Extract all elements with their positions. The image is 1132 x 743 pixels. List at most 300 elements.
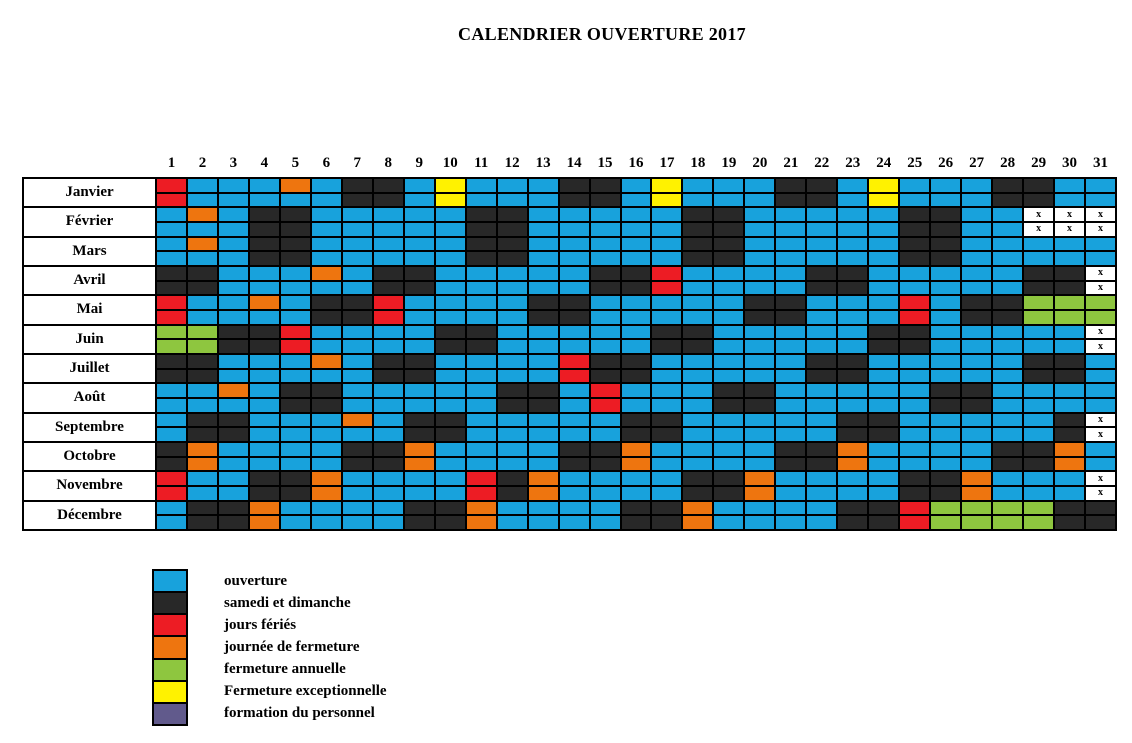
day-cell [343, 238, 372, 251]
day-cell [776, 370, 805, 383]
day-cell [467, 238, 496, 251]
day-cell [745, 238, 774, 251]
day-cell [467, 311, 496, 324]
day-cell [591, 238, 620, 251]
day-cell [900, 282, 929, 295]
day-cell [714, 399, 743, 412]
day-cell [436, 252, 465, 265]
day-cell [343, 223, 372, 236]
day-cell [807, 516, 836, 529]
day-cell [622, 516, 651, 529]
day-cell [157, 252, 186, 265]
day-cell [807, 282, 836, 295]
day-cell [745, 458, 774, 471]
day-cell [1086, 399, 1115, 412]
day-cell [343, 370, 372, 383]
day-cell [714, 443, 743, 456]
day-cell [652, 296, 681, 309]
day-cell [1055, 414, 1084, 427]
legend-swatch-F [154, 615, 186, 635]
day-cell [188, 179, 217, 192]
day-cell [529, 296, 558, 309]
day-cell [219, 384, 248, 397]
day-cell [652, 282, 681, 295]
day-cell [405, 370, 434, 383]
legend-swatch-P [154, 704, 186, 724]
day-cell [745, 194, 774, 207]
day-cell [467, 252, 496, 265]
day-cell [962, 267, 991, 280]
day-cell [622, 223, 651, 236]
day-cell [622, 428, 651, 441]
day-cell [250, 399, 279, 412]
day-cell [838, 399, 867, 412]
day-cell [683, 502, 712, 515]
day-cell [931, 340, 960, 353]
day-cell [931, 458, 960, 471]
day-cell [498, 267, 527, 280]
day-cell [188, 296, 217, 309]
day-cell [838, 179, 867, 192]
day-cell [374, 208, 403, 221]
day-cell [312, 282, 341, 295]
day-cell [219, 267, 248, 280]
day-cell [807, 194, 836, 207]
day-cell: x [1024, 223, 1053, 236]
day-cell [652, 516, 681, 529]
day-cell [312, 194, 341, 207]
day-cell [1055, 326, 1084, 339]
day-cell [529, 355, 558, 368]
day-cell [962, 179, 991, 192]
day-cell [281, 487, 310, 500]
day-cell [776, 208, 805, 221]
day-cell [188, 516, 217, 529]
day-cell [312, 384, 341, 397]
month-label: Février [24, 208, 155, 235]
day-cell [993, 252, 1022, 265]
day-cell [622, 399, 651, 412]
day-cell [776, 296, 805, 309]
day-cell [1024, 296, 1053, 309]
day-cell [312, 355, 341, 368]
day-cell [652, 311, 681, 324]
day-cell [405, 326, 434, 339]
day-cell [436, 208, 465, 221]
day-cell [157, 282, 186, 295]
day-cell [1055, 472, 1084, 485]
day-cell: x [1086, 428, 1115, 441]
day-cell [869, 296, 898, 309]
day-cell [807, 311, 836, 324]
day-cell [591, 472, 620, 485]
day-cell [900, 252, 929, 265]
day-cell [838, 516, 867, 529]
day-cell [157, 370, 186, 383]
day-cell [993, 311, 1022, 324]
day-cell [188, 355, 217, 368]
day-cell [807, 414, 836, 427]
day-cell [591, 487, 620, 500]
day-cell [343, 355, 372, 368]
day-cell [1024, 252, 1053, 265]
day-cell [188, 238, 217, 251]
day-cell [683, 282, 712, 295]
day-cell [962, 472, 991, 485]
day-cell [343, 340, 372, 353]
day-cell [591, 296, 620, 309]
day-cell [219, 296, 248, 309]
day-cell [498, 472, 527, 485]
day-cell [838, 414, 867, 427]
day-cell [405, 443, 434, 456]
day-cell [652, 252, 681, 265]
day-cell [683, 516, 712, 529]
day-cell [405, 296, 434, 309]
day-cell [931, 516, 960, 529]
day-cell [374, 487, 403, 500]
month-label: Novembre [24, 472, 155, 499]
day-cell [838, 370, 867, 383]
day-number-label: 22 [814, 155, 830, 171]
day-cell [591, 516, 620, 529]
day-cell [993, 487, 1022, 500]
day-cell [529, 414, 558, 427]
day-cell [219, 238, 248, 251]
day-cell [436, 370, 465, 383]
day-cell [343, 208, 372, 221]
day-cell [776, 458, 805, 471]
day-number-label: 17 [659, 155, 675, 171]
day-cell [869, 487, 898, 500]
day-cell [157, 179, 186, 192]
day-cell [498, 311, 527, 324]
day-cell [776, 340, 805, 353]
day-cell [157, 208, 186, 221]
day-cell [374, 502, 403, 515]
day-cell [591, 502, 620, 515]
day-cell [529, 340, 558, 353]
day-cell [188, 223, 217, 236]
day-cell [281, 208, 310, 221]
day-cell [1055, 399, 1084, 412]
day-cell [529, 179, 558, 192]
day-cell [838, 238, 867, 251]
day-cell [529, 267, 558, 280]
day-cell [838, 208, 867, 221]
day-cell [436, 311, 465, 324]
day-cell [869, 516, 898, 529]
day-cell [622, 340, 651, 353]
day-cell [405, 384, 434, 397]
day-cell [560, 194, 589, 207]
day-cell [467, 208, 496, 221]
day-cell [993, 194, 1022, 207]
day-cell [343, 384, 372, 397]
day-cell [405, 472, 434, 485]
day-cell [281, 223, 310, 236]
day-cell [993, 384, 1022, 397]
day-cell [498, 355, 527, 368]
legend [152, 569, 387, 726]
day-cell [652, 179, 681, 192]
day-cell: x [1086, 223, 1115, 236]
day-cell [652, 399, 681, 412]
day-cell [343, 252, 372, 265]
day-cell [714, 267, 743, 280]
day-cell [1024, 311, 1053, 324]
day-cell [807, 208, 836, 221]
day-cell [622, 311, 651, 324]
day-cell [683, 208, 712, 221]
day-cell [467, 443, 496, 456]
day-cell [993, 370, 1022, 383]
legend-label: jours fériés [224, 616, 297, 633]
day-cell [467, 296, 496, 309]
day-cell [683, 267, 712, 280]
day-cell [1086, 238, 1115, 251]
month-label: Septembre [24, 414, 155, 441]
month-label: Mai [24, 296, 155, 323]
day-cell [312, 252, 341, 265]
day-cell [157, 355, 186, 368]
day-cell [405, 208, 434, 221]
day-cell [993, 340, 1022, 353]
day-cell [560, 223, 589, 236]
day-cell [714, 414, 743, 427]
day-cell [745, 252, 774, 265]
day-cell [622, 443, 651, 456]
day-cell [312, 208, 341, 221]
day-cell [652, 487, 681, 500]
day-cell [405, 179, 434, 192]
day-number-label: 2 [198, 155, 207, 171]
day-cell [281, 472, 310, 485]
day-cell [529, 311, 558, 324]
day-cell [281, 326, 310, 339]
day-cell [374, 370, 403, 383]
day-number-label: 31 [1093, 155, 1108, 171]
day-cell [498, 179, 527, 192]
day-number-label: 16 [628, 155, 644, 171]
day-cell [869, 458, 898, 471]
day-cell [776, 355, 805, 368]
day-cell [683, 223, 712, 236]
day-cell [374, 355, 403, 368]
day-cell [374, 399, 403, 412]
day-cell [1024, 355, 1053, 368]
day-cell [529, 472, 558, 485]
day-cell [560, 311, 589, 324]
day-cell [343, 311, 372, 324]
day-cell [745, 502, 774, 515]
day-cell [250, 487, 279, 500]
day-cell [498, 370, 527, 383]
day-cell [776, 179, 805, 192]
day-cell [900, 516, 929, 529]
day-cell [560, 252, 589, 265]
day-cell [374, 384, 403, 397]
day-cell [776, 282, 805, 295]
day-cell [900, 428, 929, 441]
day-cell [838, 267, 867, 280]
day-cell [652, 370, 681, 383]
day-cell [591, 326, 620, 339]
day-cell [683, 414, 712, 427]
day-cell [745, 516, 774, 529]
legend-swatch-E [154, 682, 186, 702]
day-cell [560, 472, 589, 485]
day-cell [498, 296, 527, 309]
day-cell [250, 355, 279, 368]
day-cell [1086, 179, 1115, 192]
day-cell [683, 428, 712, 441]
day-cell [838, 194, 867, 207]
day-cell [560, 208, 589, 221]
day-cell [312, 340, 341, 353]
day-cell [745, 311, 774, 324]
day-cell [498, 414, 527, 427]
day-cell [281, 355, 310, 368]
day-cell [157, 223, 186, 236]
day-cell [962, 340, 991, 353]
day-cell [560, 399, 589, 412]
day-cell [1055, 458, 1084, 471]
day-cell [622, 355, 651, 368]
day-cell [591, 252, 620, 265]
day-number-label: 10 [442, 155, 458, 171]
day-cell [343, 179, 372, 192]
day-cell [900, 414, 929, 427]
day-cell [1024, 428, 1053, 441]
day-cell [622, 267, 651, 280]
day-cell [188, 428, 217, 441]
day-number-label: 15 [597, 155, 613, 171]
day-cell [993, 282, 1022, 295]
day-cell [652, 238, 681, 251]
day-cell [436, 443, 465, 456]
day-cell [714, 238, 743, 251]
day-cell [931, 194, 960, 207]
day-cell [869, 340, 898, 353]
day-cell: x [1086, 340, 1115, 353]
day-cell [776, 414, 805, 427]
day-cell [807, 238, 836, 251]
day-cell [591, 311, 620, 324]
day-cell [374, 238, 403, 251]
day-cell [343, 428, 372, 441]
day-cell [931, 223, 960, 236]
day-number-label: 29 [1031, 155, 1047, 171]
day-cell [157, 472, 186, 485]
day-cell [962, 252, 991, 265]
day-cell [652, 326, 681, 339]
day-cell [838, 428, 867, 441]
day-cell [1024, 326, 1053, 339]
day-cell [188, 252, 217, 265]
day-cell [188, 399, 217, 412]
day-cell [622, 458, 651, 471]
day-cell [683, 458, 712, 471]
day-cell [962, 502, 991, 515]
legend-label: formation du personnel [224, 705, 375, 722]
day-cell [931, 428, 960, 441]
day-cell [869, 311, 898, 324]
day-cell [683, 194, 712, 207]
day-cell [281, 311, 310, 324]
day-cell [374, 194, 403, 207]
day-cell [188, 340, 217, 353]
day-cell [993, 516, 1022, 529]
day-cell [219, 340, 248, 353]
day-cell [250, 384, 279, 397]
day-cell [250, 238, 279, 251]
day-cell [312, 428, 341, 441]
day-cell [683, 355, 712, 368]
day-cell [807, 487, 836, 500]
day-cell [529, 428, 558, 441]
day-cell [776, 384, 805, 397]
day-cell [900, 384, 929, 397]
day-cell [745, 340, 774, 353]
day-cell [1055, 238, 1084, 251]
day-cell [250, 282, 279, 295]
day-cell [962, 355, 991, 368]
day-cell [714, 458, 743, 471]
day-cell [776, 194, 805, 207]
day-cell [529, 208, 558, 221]
day-cell [529, 194, 558, 207]
day-cell [683, 384, 712, 397]
day-cell [993, 428, 1022, 441]
day-cell [467, 326, 496, 339]
day-cell [869, 384, 898, 397]
day-cell [374, 472, 403, 485]
day-cell [250, 252, 279, 265]
day-cell [405, 355, 434, 368]
day-cell [869, 179, 898, 192]
day-number-label: 5 [291, 155, 300, 171]
day-cell [560, 340, 589, 353]
day-cell [993, 223, 1022, 236]
day-cell [498, 326, 527, 339]
day-cell [931, 384, 960, 397]
day-number-label: 24 [876, 155, 892, 171]
day-cell [1086, 384, 1115, 397]
day-cell [652, 458, 681, 471]
day-cell [281, 458, 310, 471]
day-cell [560, 267, 589, 280]
day-cell [993, 458, 1022, 471]
day-cell [436, 487, 465, 500]
day-cell [714, 252, 743, 265]
day-cell [250, 428, 279, 441]
day-cell [157, 340, 186, 353]
day-cell [714, 179, 743, 192]
day-cell [467, 384, 496, 397]
day-cell [250, 516, 279, 529]
day-cell [219, 487, 248, 500]
day-cell [157, 267, 186, 280]
day-cell [219, 472, 248, 485]
day-cell [745, 414, 774, 427]
day-cell [683, 472, 712, 485]
day-cell [529, 516, 558, 529]
day-cell [745, 208, 774, 221]
day-cell [436, 267, 465, 280]
day-cell [312, 472, 341, 485]
day-cell [281, 282, 310, 295]
